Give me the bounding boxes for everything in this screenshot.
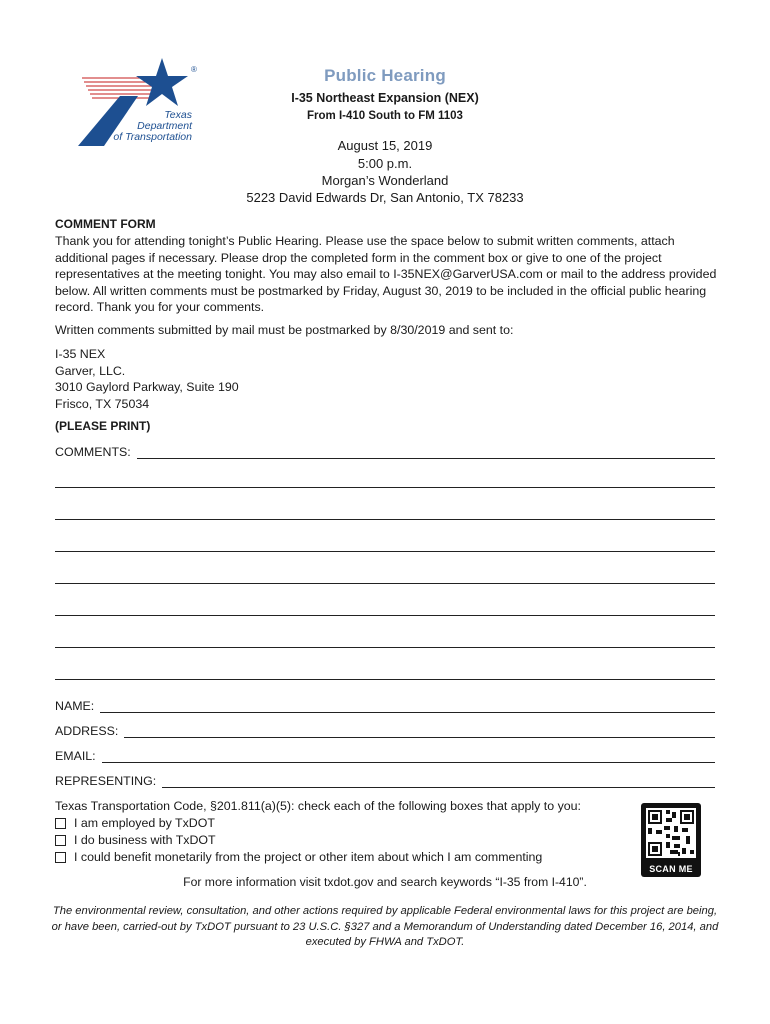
mailing-address-line: Frisco, TX 75034 — [55, 396, 150, 411]
project-name: I-35 Northeast Expansion (NEX) — [291, 91, 479, 105]
checkbox-benefit[interactable] — [55, 849, 542, 866]
name-field[interactable] — [55, 697, 715, 713]
comments-label: COMMENTS: — [55, 445, 131, 459]
transportation-code-text: Texas Transportation Code, §201.811(a)(5): check each of the following boxes that apply to you: — [55, 799, 581, 813]
hearing-time: 5:00 p.m. — [357, 156, 413, 171]
name-line[interactable] — [100, 700, 715, 713]
comment-line[interactable] — [55, 679, 715, 680]
project-route: From I-410 South to FM 1103 — [307, 110, 463, 122]
intro-paragraph: Thank you for attending tonight’s Public Hearing. Please use the space below to submit written comments, attach additional pages if necessary. Please drop the completed form in the comment box or give to one of the project representatives at the meeting tonight. You may also email to I-35NEX@GarverUSA.com or mail to the address provided below. All written comments must be postmarked by Friday, August 30, 2019 to be included in the official public hearing record. Thank you for your comments. — [55, 234, 717, 314]
checkbox-group — [55, 815, 542, 866]
mailing-address-line: I-35 NEX — [55, 347, 106, 361]
mailing-address — [55, 346, 720, 412]
qr-code-icon — [646, 808, 696, 858]
comment-line[interactable] — [55, 519, 715, 520]
comment-line[interactable] — [55, 551, 715, 552]
logo-line: Texas — [164, 109, 192, 121]
more-info-text: For more information visit txdot.gov and search keywords “I-35 from I-410”. — [183, 875, 587, 889]
qr-scan-label: SCAN ME — [649, 864, 693, 874]
logo-line: of Transportation — [113, 131, 192, 143]
representing-label: REPRESENTING: — [55, 774, 157, 788]
representing-line[interactable] — [162, 775, 715, 788]
checkbox-icon[interactable] — [55, 835, 66, 846]
please-print-note: (PLEASE PRINT) — [55, 419, 151, 433]
comment-line[interactable] — [55, 615, 715, 616]
address-line[interactable] — [124, 725, 715, 738]
email-label: EMAIL: — [55, 749, 96, 763]
address-field[interactable] — [55, 722, 715, 738]
checkbox-icon[interactable] — [55, 852, 66, 863]
qr-code[interactable] — [641, 803, 701, 877]
mailing-address-line: 3010 Gaylord Parkway, Suite 190 — [55, 380, 239, 394]
checkbox-business[interactable] — [55, 832, 542, 849]
section-title: COMMENT FORM — [55, 217, 156, 231]
logo-line: Department — [137, 120, 192, 132]
comments-line[interactable] — [137, 446, 715, 459]
hearing-address: 5223 David Edwards Dr, San Antonio, TX 78233 — [246, 190, 524, 205]
comment-line[interactable] — [55, 487, 715, 488]
mailing-address-line: Garver, LLC. — [55, 363, 126, 378]
comment-line[interactable] — [55, 647, 715, 648]
page-title: Public Hearing — [324, 66, 446, 85]
checkbox-label: I am employed by TxDOT — [74, 816, 215, 830]
name-label: NAME: — [55, 699, 95, 713]
comments-field[interactable] — [55, 443, 715, 459]
checkbox-label: I do business with TxDOT — [74, 833, 216, 847]
registered-mark: ® — [191, 65, 197, 74]
hearing-date: August 15, 2019 — [337, 138, 433, 153]
email-line[interactable] — [102, 750, 715, 763]
hearing-venue: Morgan’s Wonderland — [321, 173, 449, 188]
address-label: ADDRESS: — [55, 724, 119, 738]
checkbox-icon[interactable] — [55, 818, 66, 829]
checkbox-label: I could benefit monetarily from the project or other item about which I am commenting — [74, 850, 543, 864]
mail-note: Written comments submitted by mail must be postmarked by 8/30/2019 and sent to: — [55, 323, 514, 337]
environmental-disclaimer: The environmental review, consultation, and other actions required by applicable Federal environmental laws for this project are being, or have been, carried-out by TxDOT pursuant to 23 U.S.C. §327 and a Memorandum of Understanding dated December 16, 2014, and executed by FHWA and TxDOT. — [51, 905, 719, 948]
comment-line[interactable] — [55, 583, 715, 584]
checkbox-employed[interactable] — [55, 815, 542, 832]
representing-field[interactable] — [55, 772, 715, 788]
email-field[interactable] — [55, 747, 715, 763]
